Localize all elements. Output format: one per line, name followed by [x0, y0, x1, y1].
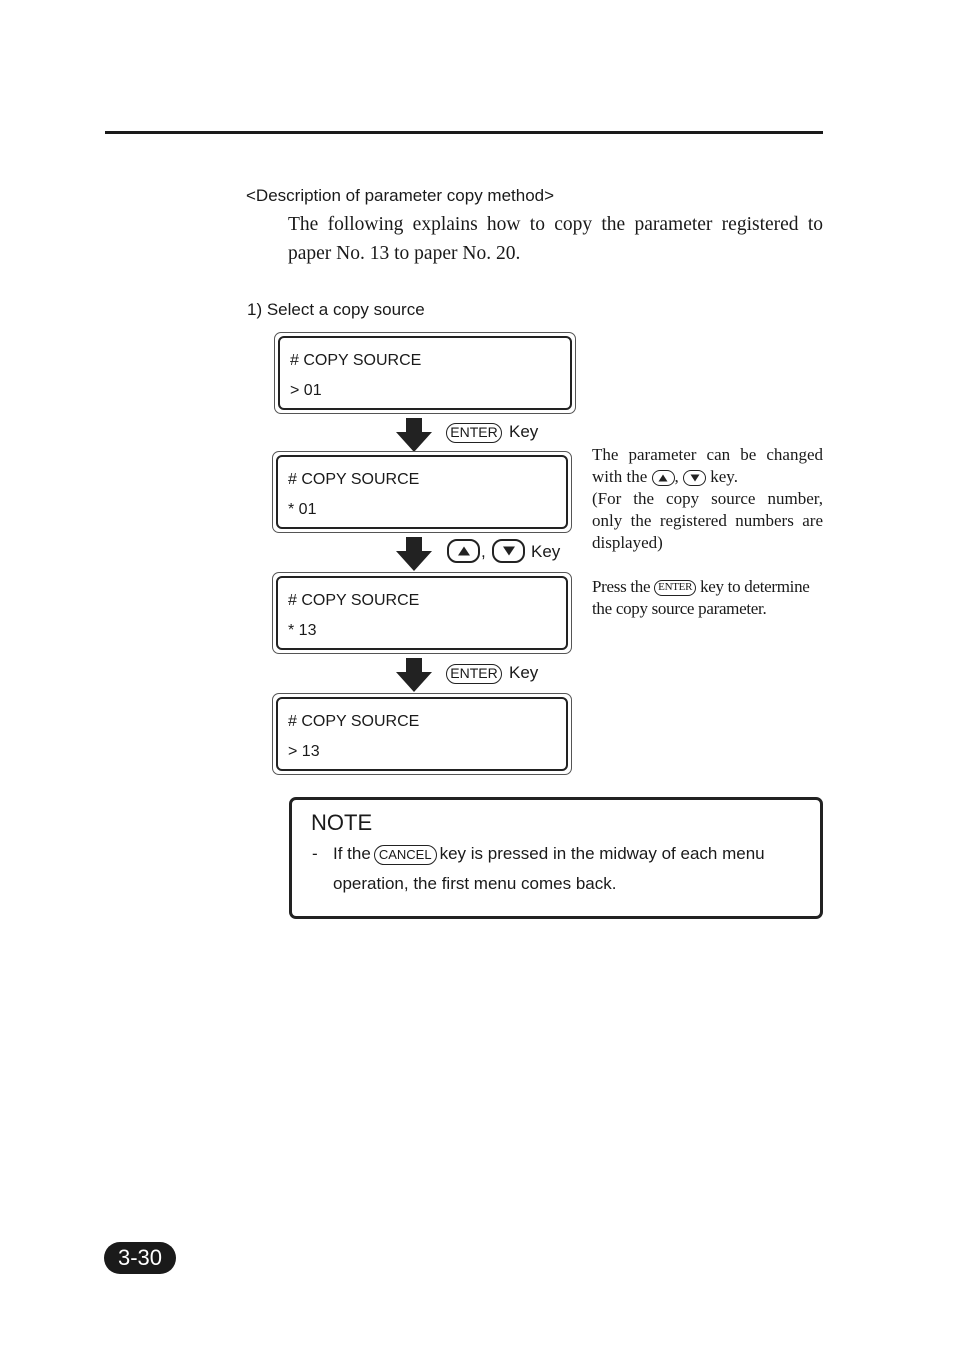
section-heading: <Description of parameter copy method>: [246, 186, 555, 205]
lcd-line-1: # COPY SOURCE: [288, 592, 420, 609]
cancel-key: CANCEL: [374, 845, 437, 865]
note-text-line1: If the CANCEL key is pressed in the midway of each menu: [333, 844, 765, 863]
side-note-change-line2: with the , key.: [592, 467, 738, 486]
lcd-display-4: [272, 693, 572, 775]
down-arrow-icon: [396, 537, 432, 571]
side-note-change-detail: (For the copy source number, only the registered numbers are displayed): [592, 489, 823, 552]
down-arrow-icon: [396, 418, 432, 452]
header-rule: [105, 131, 823, 134]
side-notes: [592, 444, 823, 620]
key-label: Key: [531, 542, 561, 561]
page-number-badge: 3-30: [104, 1242, 176, 1274]
side-note-change-line1: The parameter can be changed: [592, 445, 823, 464]
lcd-display-3: [272, 572, 572, 654]
enter-key: ENTER: [446, 423, 502, 443]
lcd-line-2: * 01: [288, 501, 317, 518]
lcd-line-1: # COPY SOURCE: [290, 352, 422, 369]
side-note-determine: Press the ENTER key to determine the copy source parameter.: [592, 577, 810, 618]
lcd-display-1: [274, 332, 576, 414]
enter-key: ENTER: [654, 580, 696, 596]
note-title: NOTE: [311, 810, 373, 835]
up-key-icon: [447, 539, 480, 563]
key-label: Key: [509, 663, 539, 682]
down-key-icon: [683, 470, 706, 486]
lcd-display-2: [272, 451, 572, 533]
step-title: 1) Select a copy source: [247, 300, 425, 319]
intro-paragraph: The following explains how to copy the parameter registered to paper No. 13 to paper No. 20.: [288, 214, 823, 264]
lcd-line-2: > 13: [288, 743, 320, 760]
down-arrow-icon: [396, 658, 432, 692]
down-key-icon: [492, 539, 525, 563]
up-key-icon: [652, 470, 675, 486]
lcd-line-2: * 13: [288, 622, 317, 639]
enter-key: ENTER: [446, 664, 502, 684]
note-text-line2: operation, the first menu comes back.: [333, 874, 617, 893]
key-label: Key: [509, 422, 539, 441]
key-separator: ,: [481, 542, 486, 561]
lcd-line-1: # COPY SOURCE: [288, 471, 420, 488]
lcd-line-1: # COPY SOURCE: [288, 713, 420, 730]
note-bullet: -: [312, 844, 318, 863]
note-box: [289, 797, 823, 919]
lcd-line-2: > 01: [290, 382, 322, 399]
